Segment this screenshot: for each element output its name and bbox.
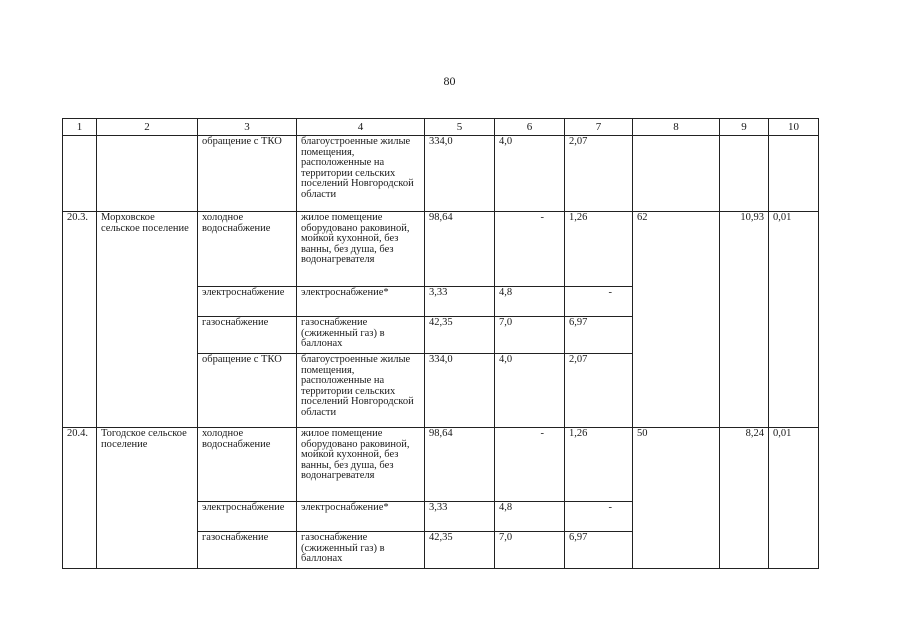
header-cell: 4 [297, 119, 425, 136]
service-cell: газоснабжение [198, 532, 297, 569]
service-cell: холодное водоснабжение [198, 428, 297, 502]
category-cell: благоустроенные жилые помещения, расположенные на территории сельских поселений Новгородской области [297, 354, 425, 428]
value-cell: 0,01 [769, 428, 819, 569]
service-cell: электроснабжение [198, 287, 297, 317]
value-cell: 42,35 [425, 532, 495, 569]
settlement-cell [97, 136, 198, 212]
number-cell: 20.3. [63, 212, 97, 428]
value-cell: 3,33 [425, 502, 495, 532]
value-cell: 8,24 [720, 428, 769, 569]
value-cell: - [495, 428, 565, 502]
service-cell: обращение с ТКО [198, 136, 297, 212]
service-cell: обращение с ТКО [198, 354, 297, 428]
value-cell: 0,01 [769, 212, 819, 428]
value-cell: 7,0 [495, 317, 565, 354]
value-cell: 98,64 [425, 428, 495, 502]
value-cell: 6,97 [565, 317, 633, 354]
value-cell: 1,26 [565, 428, 633, 502]
value-cell: 10,93 [720, 212, 769, 428]
settlement-cell: Тогодское сельское поселение [97, 428, 198, 569]
settlement-cell: Морховское сельское поселение [97, 212, 198, 428]
value-cell: 4,8 [495, 502, 565, 532]
value-cell: 50 [633, 428, 720, 569]
value-cell: 4,0 [495, 136, 565, 212]
category-cell: электроснабжение* [297, 502, 425, 532]
value-cell: 6,97 [565, 532, 633, 569]
header-cell: 10 [769, 119, 819, 136]
header-cell: 1 [63, 119, 97, 136]
value-cell: 4,8 [495, 287, 565, 317]
service-cell: холодное водоснабжение [198, 212, 297, 287]
table-row [63, 428, 819, 502]
header-cell: 8 [633, 119, 720, 136]
page-number: 80 [443, 74, 456, 88]
header-cell: 3 [198, 119, 297, 136]
category-cell: электроснабжение* [297, 287, 425, 317]
header-cell: 2 [97, 119, 198, 136]
value-cell [769, 136, 819, 212]
value-cell: 98,64 [425, 212, 495, 287]
value-cell: 1,26 [565, 212, 633, 287]
category-cell: благоустроенные жилые помещения, расположенные на территории сельских поселений Новгородской области [297, 136, 425, 212]
number-cell: 20.4. [63, 428, 97, 569]
value-cell: 42,35 [425, 317, 495, 354]
value-cell [633, 136, 720, 212]
value-cell: 7,0 [495, 532, 565, 569]
value-cell [720, 136, 769, 212]
value-cell: 4,0 [495, 354, 565, 428]
header-cell: 5 [425, 119, 495, 136]
value-cell: 334,0 [425, 136, 495, 212]
value-cell: 2,07 [565, 136, 633, 212]
header-cell: 9 [720, 119, 769, 136]
service-cell: электроснабжение [198, 502, 297, 532]
header-cell: 6 [495, 119, 565, 136]
table-row [63, 212, 819, 287]
value-cell: 62 [633, 212, 720, 428]
value-cell: - [495, 212, 565, 287]
category-cell: газоснабжение (сжиженный газ) в баллонах [297, 317, 425, 354]
value-cell: - [565, 502, 633, 532]
table-row [63, 136, 819, 212]
value-cell: - [565, 287, 633, 317]
tariff-table [62, 118, 819, 569]
category-cell: газоснабжение (сжиженный газ) в баллонах [297, 532, 425, 569]
header-row [63, 119, 819, 136]
value-cell: 2,07 [565, 354, 633, 428]
service-cell: газоснабжение [198, 317, 297, 354]
category-cell: жилое помещение оборудовано раковиной, мойкой кухонной, без ванны, без душа, без водонагревателя [297, 212, 425, 287]
category-cell: жилое помещение оборудовано раковиной, мойкой кухонной, без ванны, без душа, без водонагревателя [297, 428, 425, 502]
number-cell [63, 136, 97, 212]
value-cell: 3,33 [425, 287, 495, 317]
header-cell: 7 [565, 119, 633, 136]
value-cell: 334,0 [425, 354, 495, 428]
